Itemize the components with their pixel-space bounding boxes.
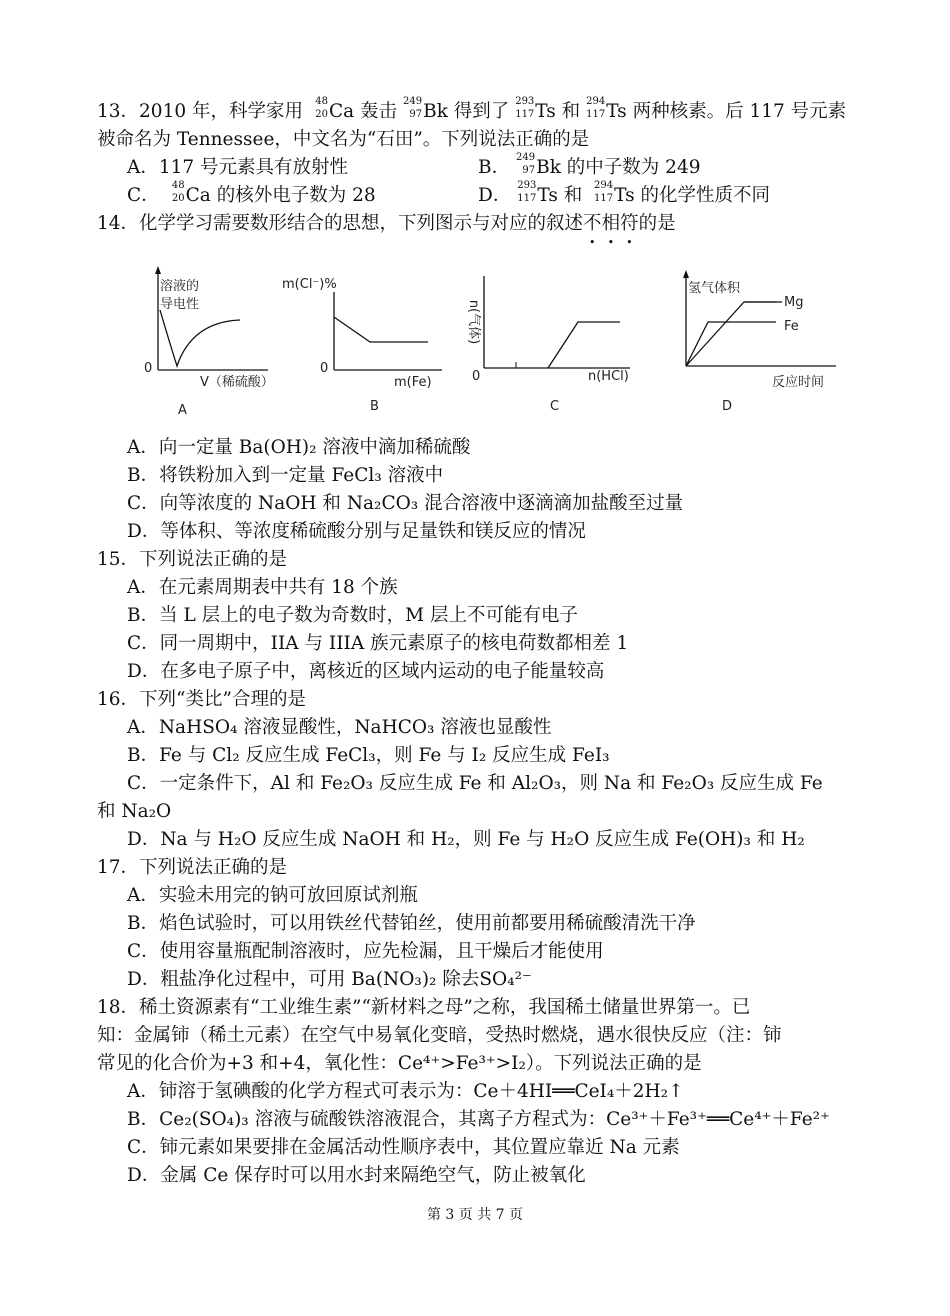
figure-d-fe-label: Fe <box>784 319 799 334</box>
q16-option-b: B．Fe 与 Cl₂ 反应生成 FeCl₃，则 Fe 与 I₂ 反应生成 FeI₃ <box>127 745 610 766</box>
figure-b-origin: 0 <box>320 361 329 376</box>
q13-line2: 被命名为 Tennessee，中文名为“石田”。下列说法正确的是 <box>97 129 590 150</box>
figure-a-xlabel: V（稀硫酸） <box>200 375 274 390</box>
q15-option-b: B．当 L 层上的电子数为奇数时，M 层上不可能有电子 <box>127 605 578 626</box>
ts293-isotope: 293 117 <box>515 96 535 120</box>
q13-option-c: C． 48 20 Ca 的核外电子数为 28 <box>127 180 376 206</box>
q15-option-d: D．在多电子原子中，离核近的区域内运动的电子能量较高 <box>127 661 605 682</box>
figure-d-mg-line <box>686 322 776 366</box>
figure-a-y-arrow <box>155 266 161 274</box>
q18-option-c: C．铈元素如果要排在金属活动性顺序表中，其位置应靠近 Na 元素 <box>127 1137 680 1158</box>
figure-b-caption: B <box>370 399 379 414</box>
q18-option-d: D．金属 Ce 保存时可以用水封来隔绝空气，防止被氧化 <box>127 1165 586 1186</box>
q16-option-c-cont: 和 Na₂O <box>97 801 172 822</box>
ca-isotope: 48 20 <box>315 96 329 120</box>
figure-d-y-arrow <box>683 270 689 278</box>
q15-option-a: A．在元素周期表中共有 18 个族 <box>127 577 398 598</box>
q13-option-d: D． 293 117 Ts 和 294 117 Ts 的化学性质不同 <box>478 180 770 206</box>
figure-d <box>676 262 846 420</box>
figure-a-origin: 0 <box>144 361 153 376</box>
q18-line1: 18．稀土资源素有“工业维生素”“新材料之母”之称，我国稀土储量世界第一。已 <box>97 997 751 1018</box>
q16-stem: 16．下列“类比”合理的是 <box>97 689 306 710</box>
figure-a-caption: A <box>178 403 187 418</box>
q14-option-d: D．等体积、等浓度稀硫酸分别与足量铁和镁反应的情况 <box>127 521 586 542</box>
q18-option-a: A．铈溶于氢碘酸的化学方程式可表示为：Ce＋4HI══CeI₄＋2H₂↑ <box>127 1081 684 1102</box>
figure-d-caption: D <box>722 399 733 414</box>
q14-option-c: C．向等浓度的 NaOH 和 Na₂CO₃ 混合溶液中逐滴滴加盐酸至过量 <box>127 493 684 514</box>
q17-option-c: C．使用容量瓶配制溶液时，应先检漏，且干燥后才能使用 <box>127 941 604 962</box>
q15-option-c: C．同一周期中，IIA 与 IIIA 族元素原子的核电荷数都相差 1 <box>127 633 629 654</box>
q17-option-a: A．实验未用完的钠可放回原试剂瓶 <box>127 885 418 906</box>
figure-b-line <box>334 317 428 342</box>
figure-d-graph <box>676 262 846 420</box>
figure-d-ylabel: 氢气体积 <box>688 281 741 296</box>
q17-option-b: B．焰色试验时，可以用铁丝代替铂丝，使用前都要用稀硫酸清洗干净 <box>127 913 696 934</box>
figure-b-graph <box>282 262 448 420</box>
ts294-isotope: 294 117 <box>586 96 606 120</box>
figure-c-graph <box>460 262 640 420</box>
q18-line2: 知：金属铈（稀土元素）在空气中易氧化变暗，受热时燃烧，遇水很快反应（注：铈 <box>97 1025 782 1046</box>
figure-d-xlabel: 反应时间 <box>772 375 825 390</box>
figure-c-caption: C <box>550 399 560 414</box>
q14-option-b: B．将铁粉加入到一定量 FeCl₃ 溶液中 <box>127 465 444 486</box>
q17-stem: 17．下列说法正确的是 <box>97 857 288 878</box>
page-footer: 第 3 页 共 7 页 <box>426 1207 524 1223</box>
figure-a-graph <box>140 262 290 420</box>
figure-a <box>140 262 290 420</box>
figure-a-ylabel1: 溶液的 <box>160 279 200 294</box>
q16-option-a: A．NaHSO₄ 溶液显酸性，NaHCO₃ 溶液也显酸性 <box>127 717 552 738</box>
q16-option-d: D．Na 与 H₂O 反应生成 NaOH 和 H₂，则 Fe 与 H₂O 反应生成 Fe(OH)₃ 和 H₂ <box>127 829 805 850</box>
figure-d-fe-line <box>686 302 776 366</box>
q18-line3: 常见的化合价为+3 和+4，氧化性：Ce⁴⁺>Fe³⁺>I₂）。下列说法正确的是 <box>97 1053 702 1074</box>
q14-stem: 14．化学学习需要数形结合的思想，下列图示与对应的叙述不相符的是 <box>97 213 676 234</box>
figure-a-curve <box>160 310 240 366</box>
bk-isotope: 249 97 <box>403 96 423 120</box>
q13-option-a: A．117 号元素具有放射性 <box>127 157 349 178</box>
q18-option-b: B．Ce₂(SO₄)₃ 溶液与硫酸铁溶液混合，其离子方程式为：Ce³⁺＋Fe³⁺══Ce⁴⁺＋Fe²⁺ <box>127 1109 830 1130</box>
figure-b <box>282 262 448 420</box>
figure-c-line <box>548 322 620 368</box>
q13-option-b: B． 249 97 Bk 的中子数为 249 <box>478 152 701 178</box>
figure-d-mg-label: Mg <box>784 295 804 310</box>
figure-c-origin: 0 <box>472 369 481 384</box>
q13-line1: 13．2010 年，科学家用 48 20 Ca 轰击 249 97 Bk 得到了 293 117 Ts 和 294 117 Ts 两种核素。后 117 号元素 <box>97 96 847 122</box>
figure-c-xlabel: n(HCl) <box>588 369 629 384</box>
q15-stem: 15．下列说法正确的是 <box>97 549 288 570</box>
figure-b-ylabel: m(Cl⁻)% <box>282 277 337 292</box>
q17-option-d: D．粗盐净化过程中，可用 Ba(NO₃)₂ 除去SO₄²⁻ <box>127 969 532 990</box>
q14-option-a: A．向一定量 Ba(OH)₂ 溶液中滴加稀硫酸 <box>127 437 471 458</box>
figure-c <box>460 262 640 420</box>
figure-b-xlabel: m(Fe) <box>394 375 432 390</box>
q16-option-c: C．一定条件下，Al 和 Fe₂O₃ 反应生成 Fe 和 Al₂O₃，则 Na 和 Fe₂O₃ 反应生成 Fe <box>127 773 823 794</box>
figure-a-ylabel2: 导电性 <box>160 297 200 312</box>
figure-c-ylabel: n(气体) <box>466 299 481 345</box>
